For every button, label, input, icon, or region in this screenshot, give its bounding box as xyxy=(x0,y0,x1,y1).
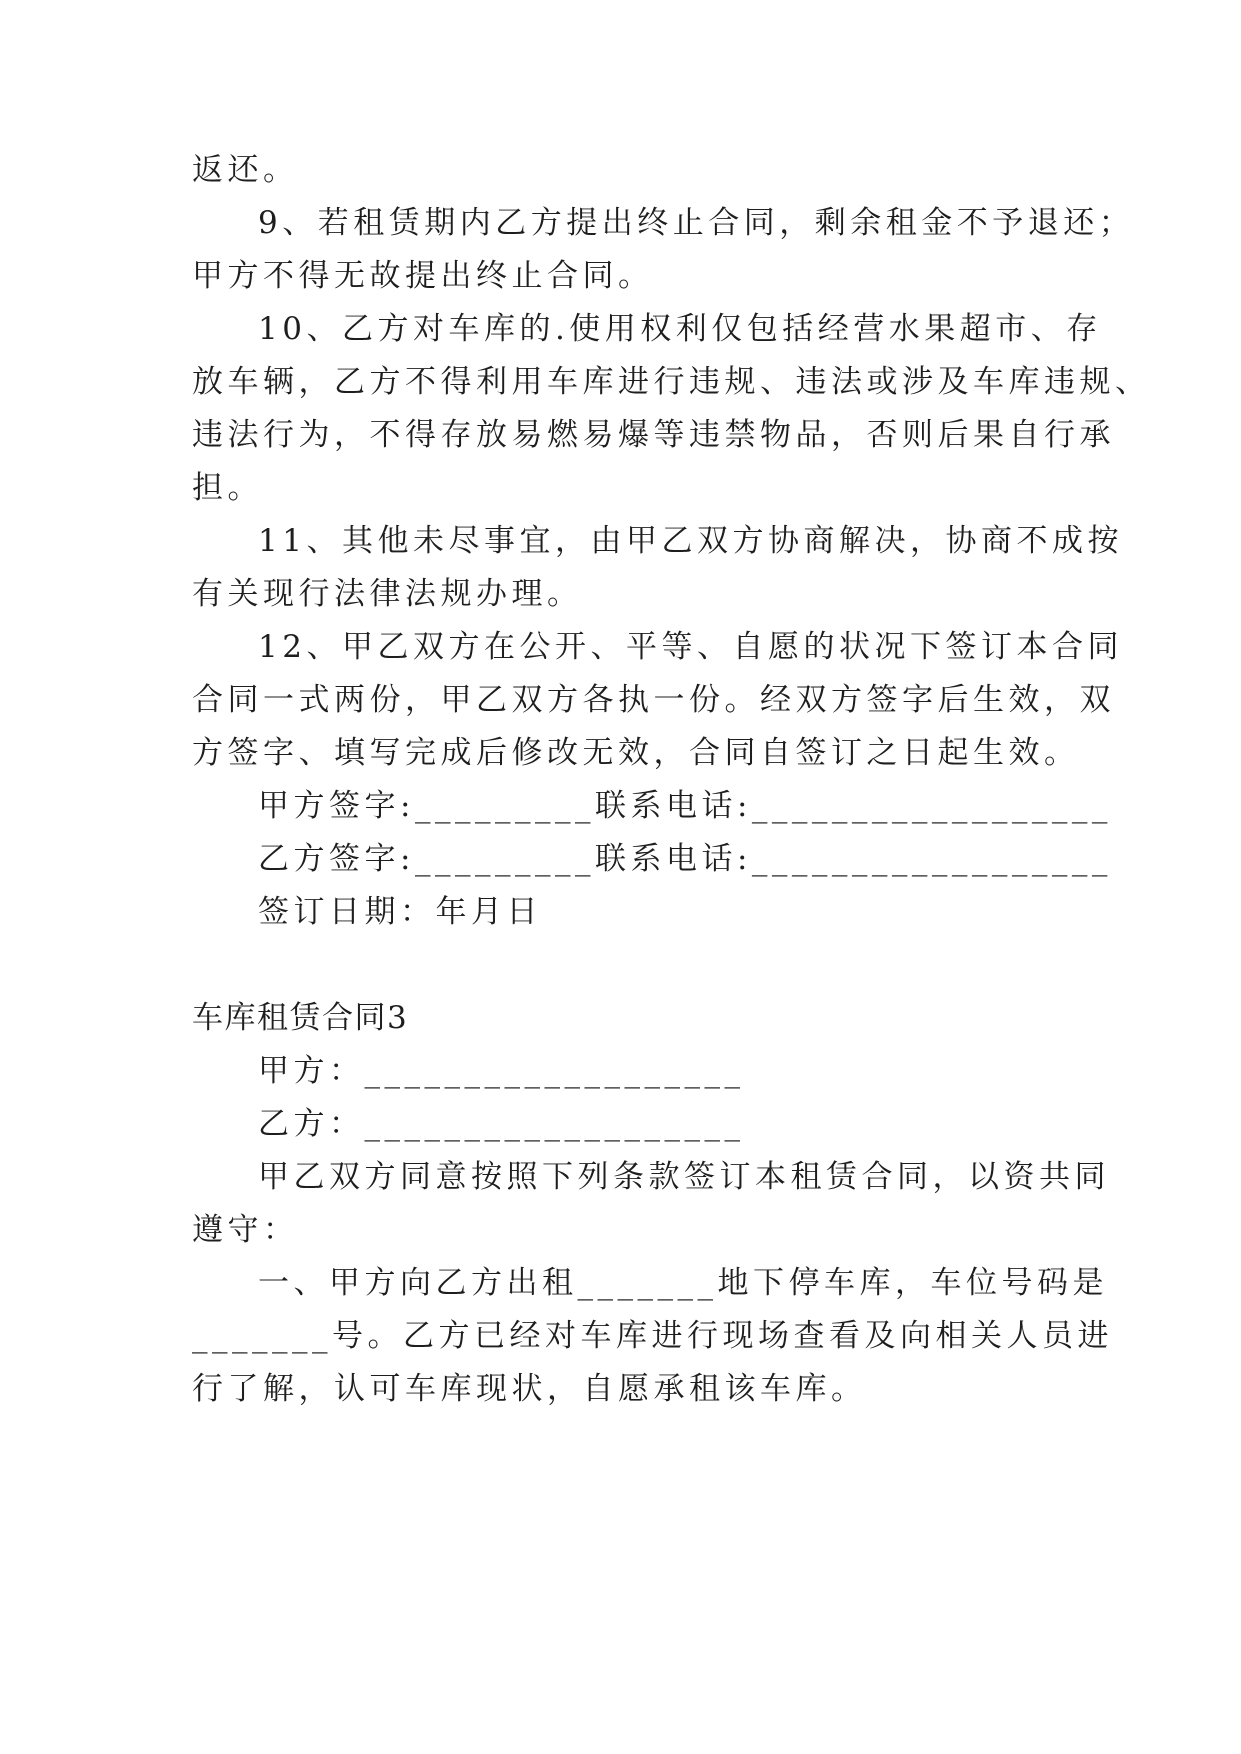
article-1-line-3: 行了解，认可车库现状，自愿承租该车库。 xyxy=(192,1371,867,1407)
clause-12-line-1: 12、甲乙双方在公开、平等、自愿的状况下签订本合同 xyxy=(258,629,1123,665)
article-1-line-2: _______号。乙方已经对车库进行现场查看及向相关人员进 xyxy=(192,1318,1113,1354)
clause-12-line-3: 方签字、填写完成后修改无效，合同自签订之日起生效。 xyxy=(192,735,1080,771)
party-a-line: 甲方：___________________ xyxy=(258,1053,745,1089)
agreement-intro-line-2: 遵守： xyxy=(192,1212,299,1248)
clause-10-line-4: 担。 xyxy=(192,470,263,506)
clause-10-line-2: 放车辆，乙方不得利用车库进行违规、违法或涉及车库违规、 xyxy=(192,364,1151,400)
clause-10-line-3: 违法行为，不得存放易燃易爆等违禁物品，否则后果自行承 xyxy=(192,417,1115,453)
party-b-line: 乙方：___________________ xyxy=(258,1106,745,1142)
text-line-return: 返还。 xyxy=(192,152,299,188)
party-a-signature-line: 甲方签字:_________联系电话:__________________ xyxy=(258,788,1112,824)
agreement-intro-line-1: 甲乙双方同意按照下列条款签订本租赁合同，以资共同 xyxy=(258,1159,1110,1195)
article-1-line-1: 一、甲方向乙方出租_______地下停车库，车位号码是 xyxy=(258,1265,1108,1301)
party-b-signature-line: 乙方签字:_________联系电话:__________________ xyxy=(258,841,1112,877)
clause-10-line-1: 10、乙方对车库的.使用权利仅包括经营水果超市、存 xyxy=(258,311,1102,347)
clause-11-line-2: 有关现行法律法规办理。 xyxy=(192,576,583,612)
clause-9-line-2: 甲方不得无故提出终止合同。 xyxy=(192,258,654,294)
contract-3-title: 车库租赁合同3 xyxy=(192,1000,409,1036)
clause-9-line-1: 9、若租赁期内乙方提出终止合同，剩余租金不予退还； xyxy=(258,205,1135,241)
clause-12-line-2: 合同一式两份，甲乙双方各执一份。经双方签字后生效，双 xyxy=(192,682,1115,718)
signing-date-line: 签订日期：年月日 xyxy=(258,894,542,930)
clause-11-line-1: 11、其他未尽事宜，由甲乙双方协商解决，协商不成按 xyxy=(258,523,1123,559)
